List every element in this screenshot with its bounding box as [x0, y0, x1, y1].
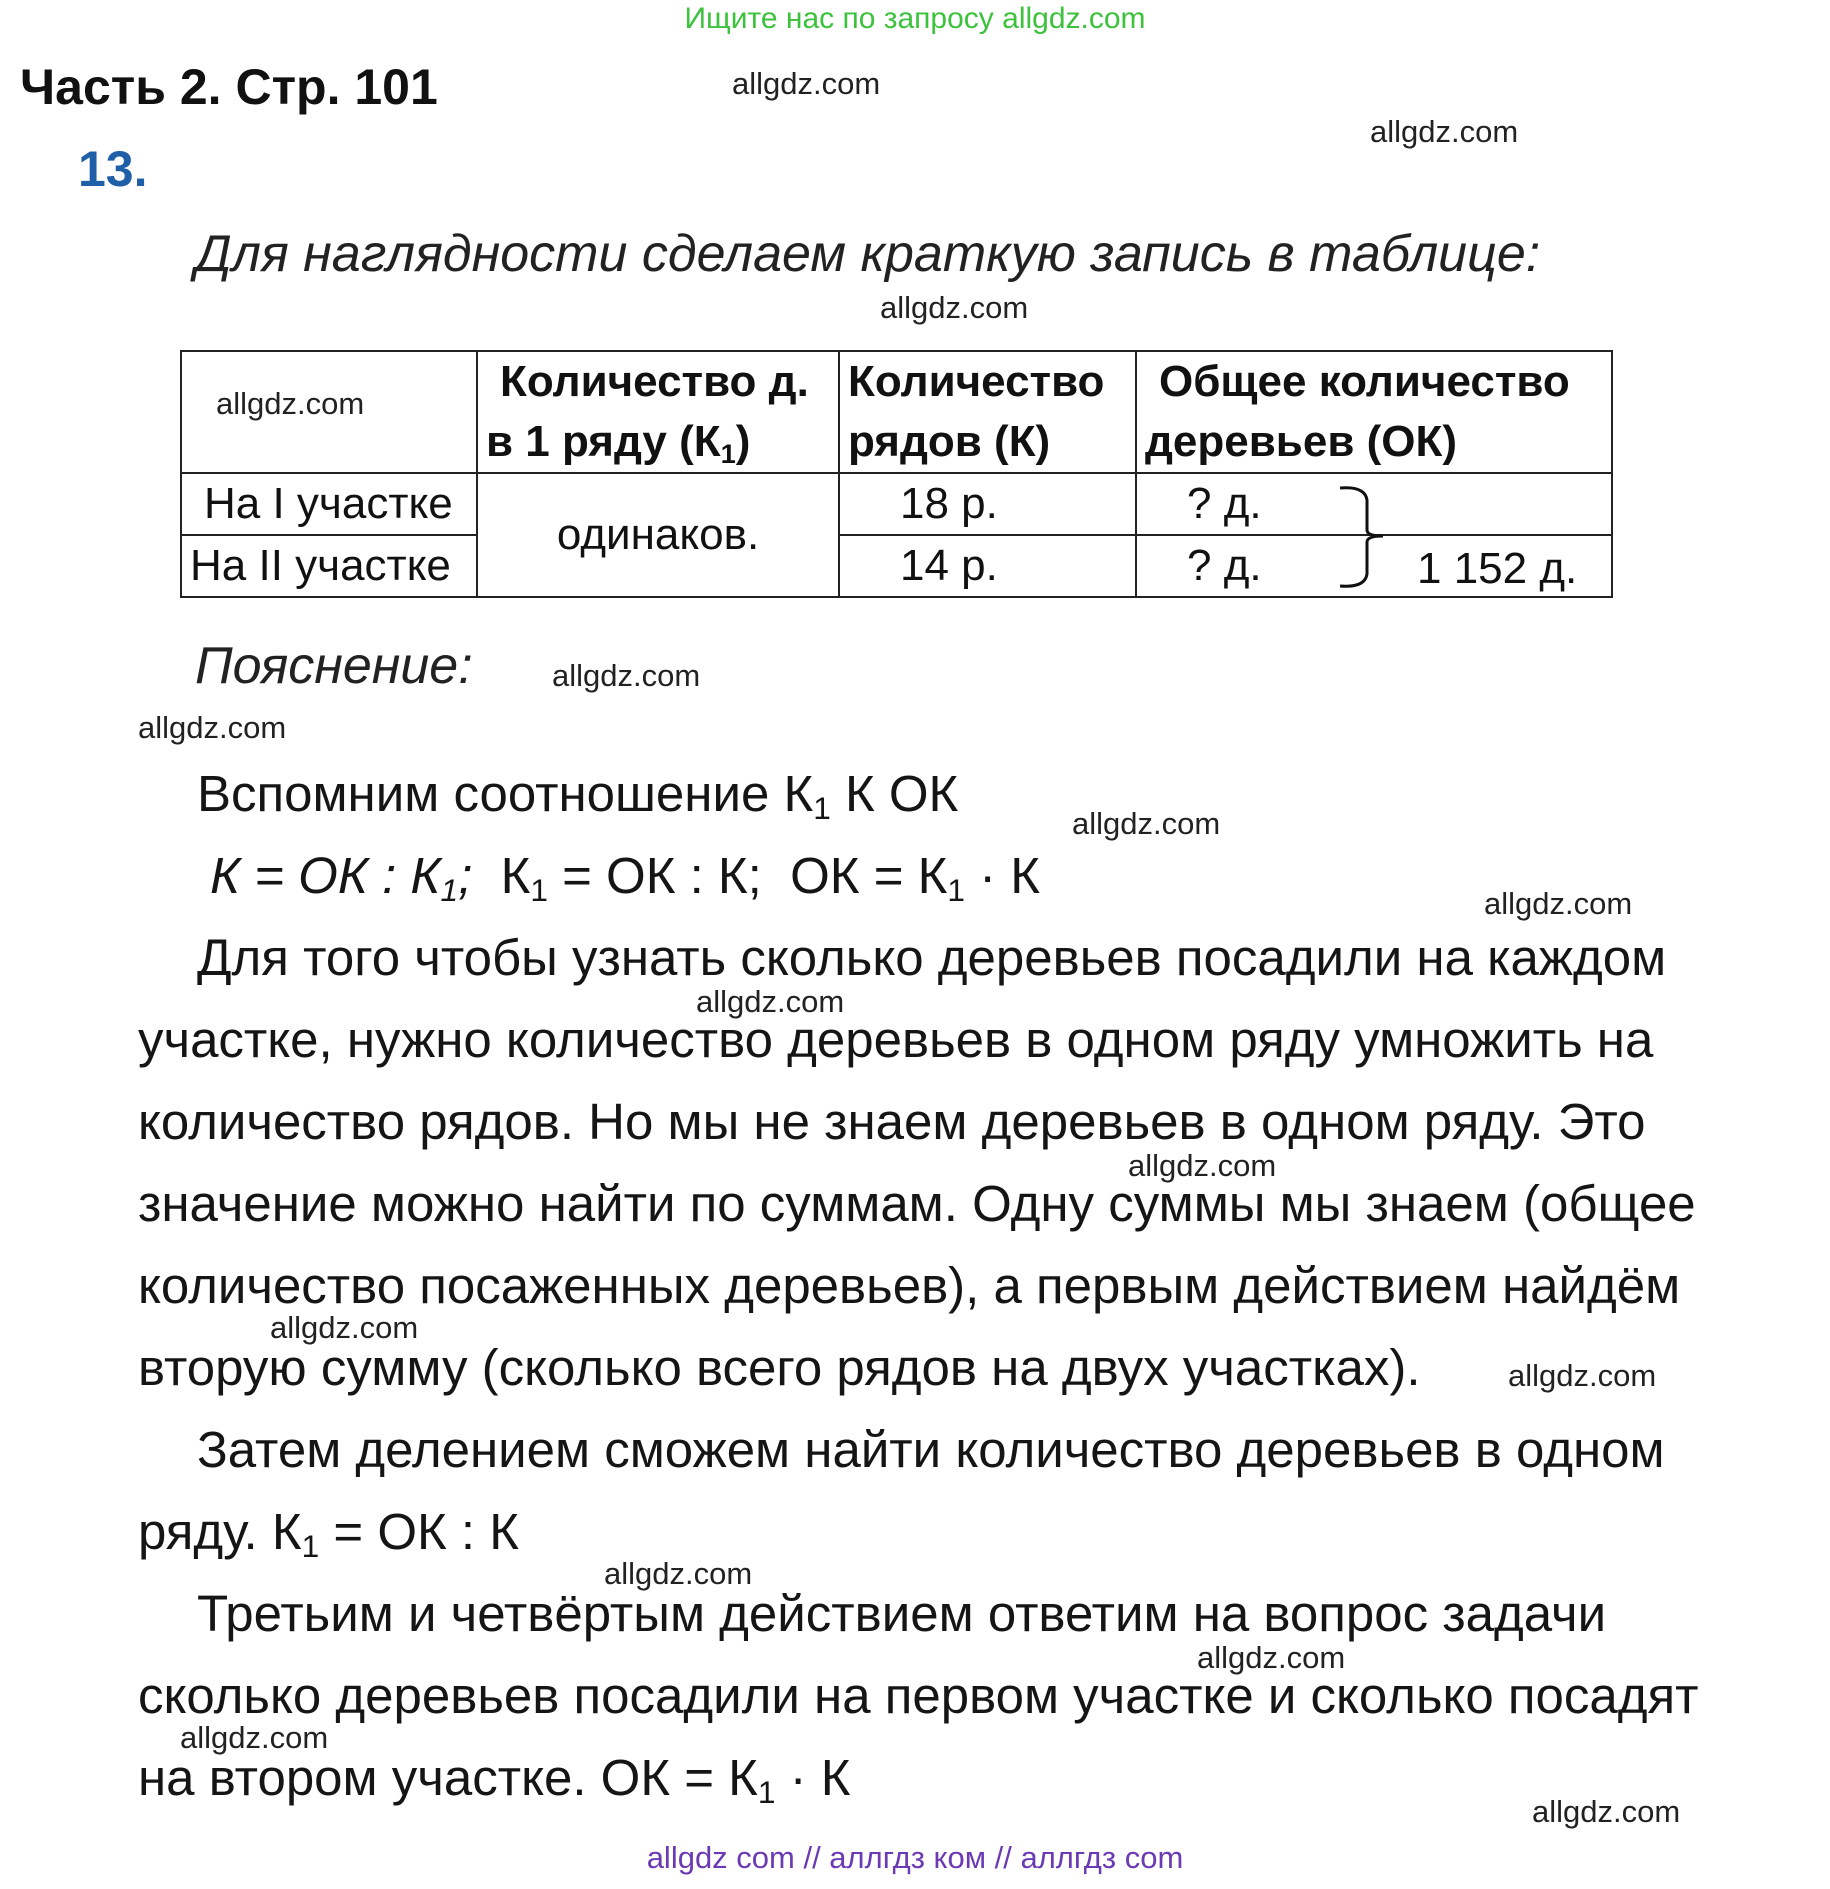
top-banner[interactable]: Ищите нас по запросу allgdz.com	[684, 2, 1146, 35]
p1-line-4: значение можно найти по суммам. Одну суммы мы знаем (общее	[138, 1175, 1696, 1232]
header-ok	[1136, 351, 1612, 473]
watermark: allgdz.com	[1197, 1640, 1346, 1675]
header-k-line1: Количество	[848, 357, 1105, 406]
header-k-line2: рядов (К)	[848, 417, 1051, 466]
rows-count-2: 14 р.	[839, 535, 1136, 597]
watermark: allgdz.com	[1508, 1358, 1657, 1393]
footer-links[interactable]: allgdz com // аллгдз ком // аллгдз com	[646, 1840, 1184, 1875]
page-title: Часть 2. Стр. 101	[20, 59, 438, 115]
watermark: allgdz.com	[880, 290, 1029, 325]
p2-line-1: Затем делением сможем найти количество деревьев в одном	[197, 1421, 1665, 1478]
relation-line: Вспомним соотношение $К_1$ К ОК	[197, 765, 959, 826]
formula-ok: ОК = $К_1 \cdot К$	[790, 847, 1040, 908]
same-count-cell: одинаков.	[477, 473, 839, 597]
p2-line-2: ряду. $К_1$ = ОК : К	[138, 1503, 519, 1564]
row-label-1: На I участке	[181, 473, 477, 535]
total-2: ? д.	[1136, 535, 1612, 597]
header-k1-line1: Количество д.	[500, 357, 809, 406]
formula-k1: $К_1$ = ОК : К;	[500, 847, 762, 908]
exercise-number: 13.	[78, 141, 148, 197]
p3-line-1: Третьим и четвёртым действием ответим на вопрос задачи	[197, 1585, 1607, 1642]
p1-line-1: Для того чтобы узнать сколько деревьев посадили на каждом	[197, 929, 1667, 986]
p3-line-3: на втором участке. ОК = $К_1 \cdot К$	[138, 1749, 851, 1810]
p1-line-6: вторую сумму (сколько всего рядов на двух участках).	[138, 1339, 1421, 1396]
watermark: allgdz.com	[180, 1720, 329, 1755]
watermark: allgdz.com	[604, 1556, 753, 1591]
header-k1	[477, 351, 839, 473]
intro-text: Для наглядности сделаем краткую запись в таблице:	[195, 225, 1541, 283]
watermark: allgdz.com	[138, 710, 287, 745]
formulas-line	[210, 846, 1040, 908]
sum-brace-icon	[1335, 482, 1405, 594]
total-1: ? д.	[1136, 473, 1612, 535]
header-k1-line2: в 1 ряду $(К_1)$	[486, 417, 751, 469]
header-k	[839, 351, 1136, 473]
rows-count-1: 18 р.	[839, 473, 1136, 535]
watermark: allgdz.com	[270, 1310, 419, 1345]
formula-k: К = ОК : $К_1$;	[210, 847, 473, 908]
watermark: allgdz.com	[216, 386, 365, 421]
p1-line-3: количество рядов. Но мы не знаем деревьев в одном ряду. Это	[138, 1093, 1646, 1150]
explanation-heading: Пояснение:	[195, 637, 473, 695]
p1-line-2: участке, нужно количество деревьев в одном ряду умножить на	[138, 1011, 1654, 1068]
p1-line-5: количество посаженных деревьев), а первым действием найдём	[138, 1257, 1681, 1314]
watermark: allgdz.com	[552, 658, 701, 693]
watermark: allgdz.com	[1072, 806, 1221, 841]
watermark: allgdz.com	[696, 984, 845, 1019]
header-ok-line1: Общее количество	[1159, 357, 1570, 406]
watermark: allgdz.com	[1128, 1148, 1277, 1183]
watermark: allgdz.com	[1484, 886, 1633, 921]
watermark: allgdz.com	[732, 66, 881, 101]
header-ok-line2: деревьев (ОК)	[1145, 417, 1457, 466]
sum-total: 1 152 д.	[1417, 544, 1578, 593]
p3-line-2: сколько деревьев посадили на первом участке и сколько посадят	[138, 1667, 1699, 1724]
row-label-2: На II участке	[181, 535, 477, 597]
watermark: allgdz.com	[1370, 114, 1519, 149]
watermark: allgdz.com	[1532, 1794, 1681, 1829]
